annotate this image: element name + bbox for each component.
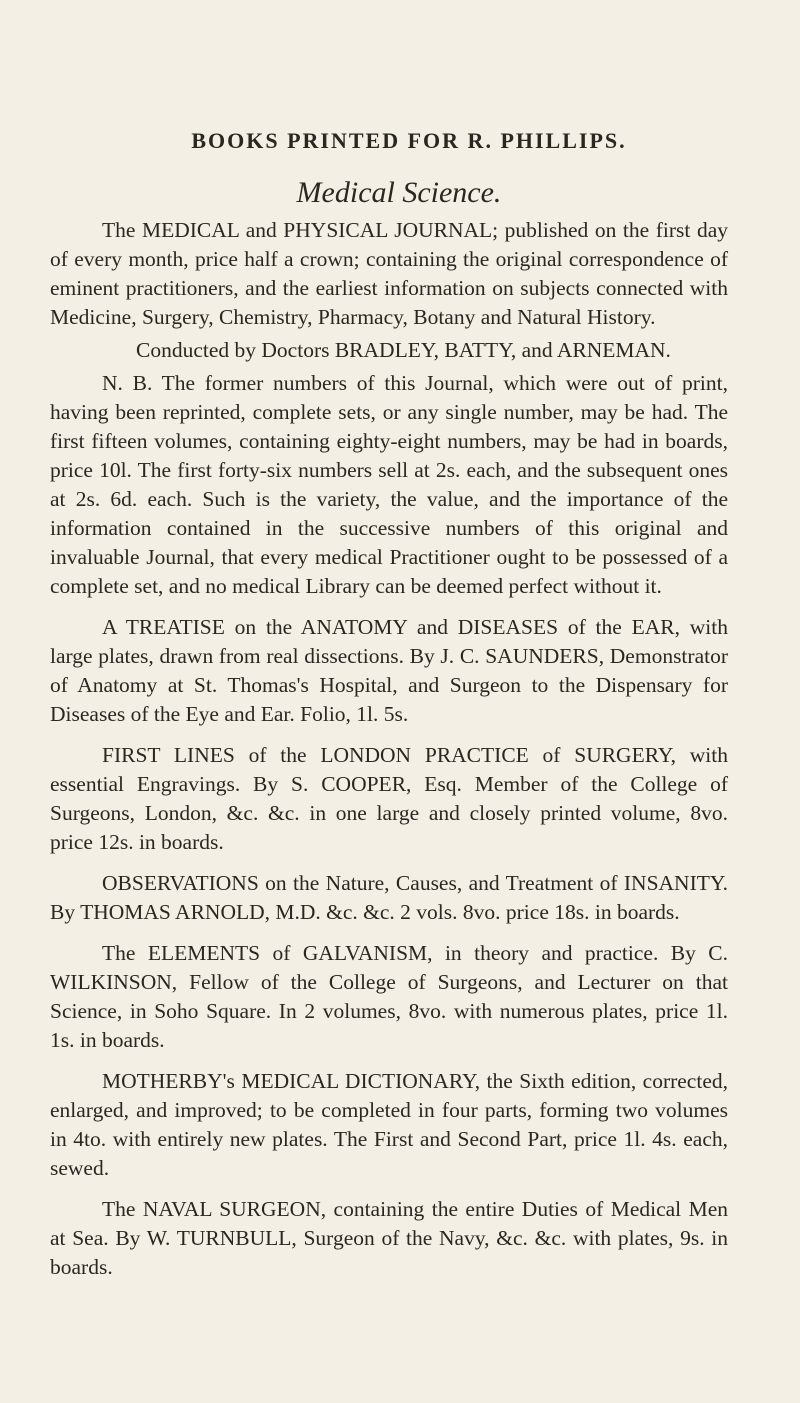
entry-journal-note: N. B. The former numbers of this Journal, which were out of print, having been reprinted, complete sets, or any single number, may be had. The first fifteen volumes, containing eighty-eight numbers, may be had in boards, price 10l. The first forty-six numbers sell at 2s. each, and the subsequent ones at 2s. 6d. each. Such is the variety, the value, and the importance of the information contained in the successive numbers of this original and invaluable Journal, that every medical Practitioner ought to be possessed of a complete set, and no medical Library can be deemed perfect without it.	[50, 371, 728, 598]
entry-motherby-dictionary: MOTHERBY's MEDICAL DICTIONARY, the Sixth edition, corrected, enlarged, and improved; to be completed in four parts, forming two volumes in 4to. with entirely new plates. The First and Second Part, price 1l. 4s. each, sewed.	[50, 1069, 728, 1180]
section-title: Medical Science.	[296, 176, 502, 209]
running-head: BOOKS PRINTED FOR R. PHILLIPS.	[191, 128, 627, 153]
entry-journal-conductors: Conducted by Doctors BRADLEY, BATTY, and ARNEMAN.	[136, 338, 671, 362]
entry-treatise-ear: A TREATISE on the ANATOMY and DISEASES of the EAR, with large plates, drawn from real dissections. By J. C. SAUNDERS, Demonstrator of Anatomy at St. Thomas's Hospital, and Surgeon to the Dispensary for Diseases of the Eye and Ear. Folio, 1l. 5s.	[50, 615, 728, 726]
entry-observations-insanity: OBSERVATIONS on the Nature, Causes, and Treatment of INSANITY. By THOMAS ARNOLD, M.D. &c. &c. 2 vols. 8vo. price 18s. in boards.	[50, 871, 728, 924]
entry-first-lines-surgery: FIRST LINES of the LONDON PRACTICE of SURGERY, with essential Engravings. By S. COOPER, Esq. Member of the College of Surgeons, London, &c. &c. in one large and closely printed volume, 8vo. price 12s. in boards.	[50, 743, 728, 854]
entry-medical-physical-journal: The MEDICAL and PHYSICAL JOURNAL; published on the first day of every month, price half a crown; containing the original correspondence of eminent practitioners, and the earliest information on subjects connected with Medicine, Surgery, Chemistry, Pharmacy, Botany and Natural History.	[50, 218, 728, 329]
entry-naval-surgeon: The NAVAL SURGEON, containing the entire Duties of Medical Men at Sea. By W. TURNBULL, Surgeon of the Navy, &c. &c. with plates, 9s. in boards.	[50, 1197, 728, 1279]
entry-elements-galvanism: The ELEMENTS of GALVANISM, in theory and practice. By C. WILKINSON, Fellow of the College of Surgeons, and Lecturer on that Science, in Soho Square. In 2 volumes, 8vo. with numerous plates, price 1l. 1s. in boards.	[50, 941, 728, 1052]
